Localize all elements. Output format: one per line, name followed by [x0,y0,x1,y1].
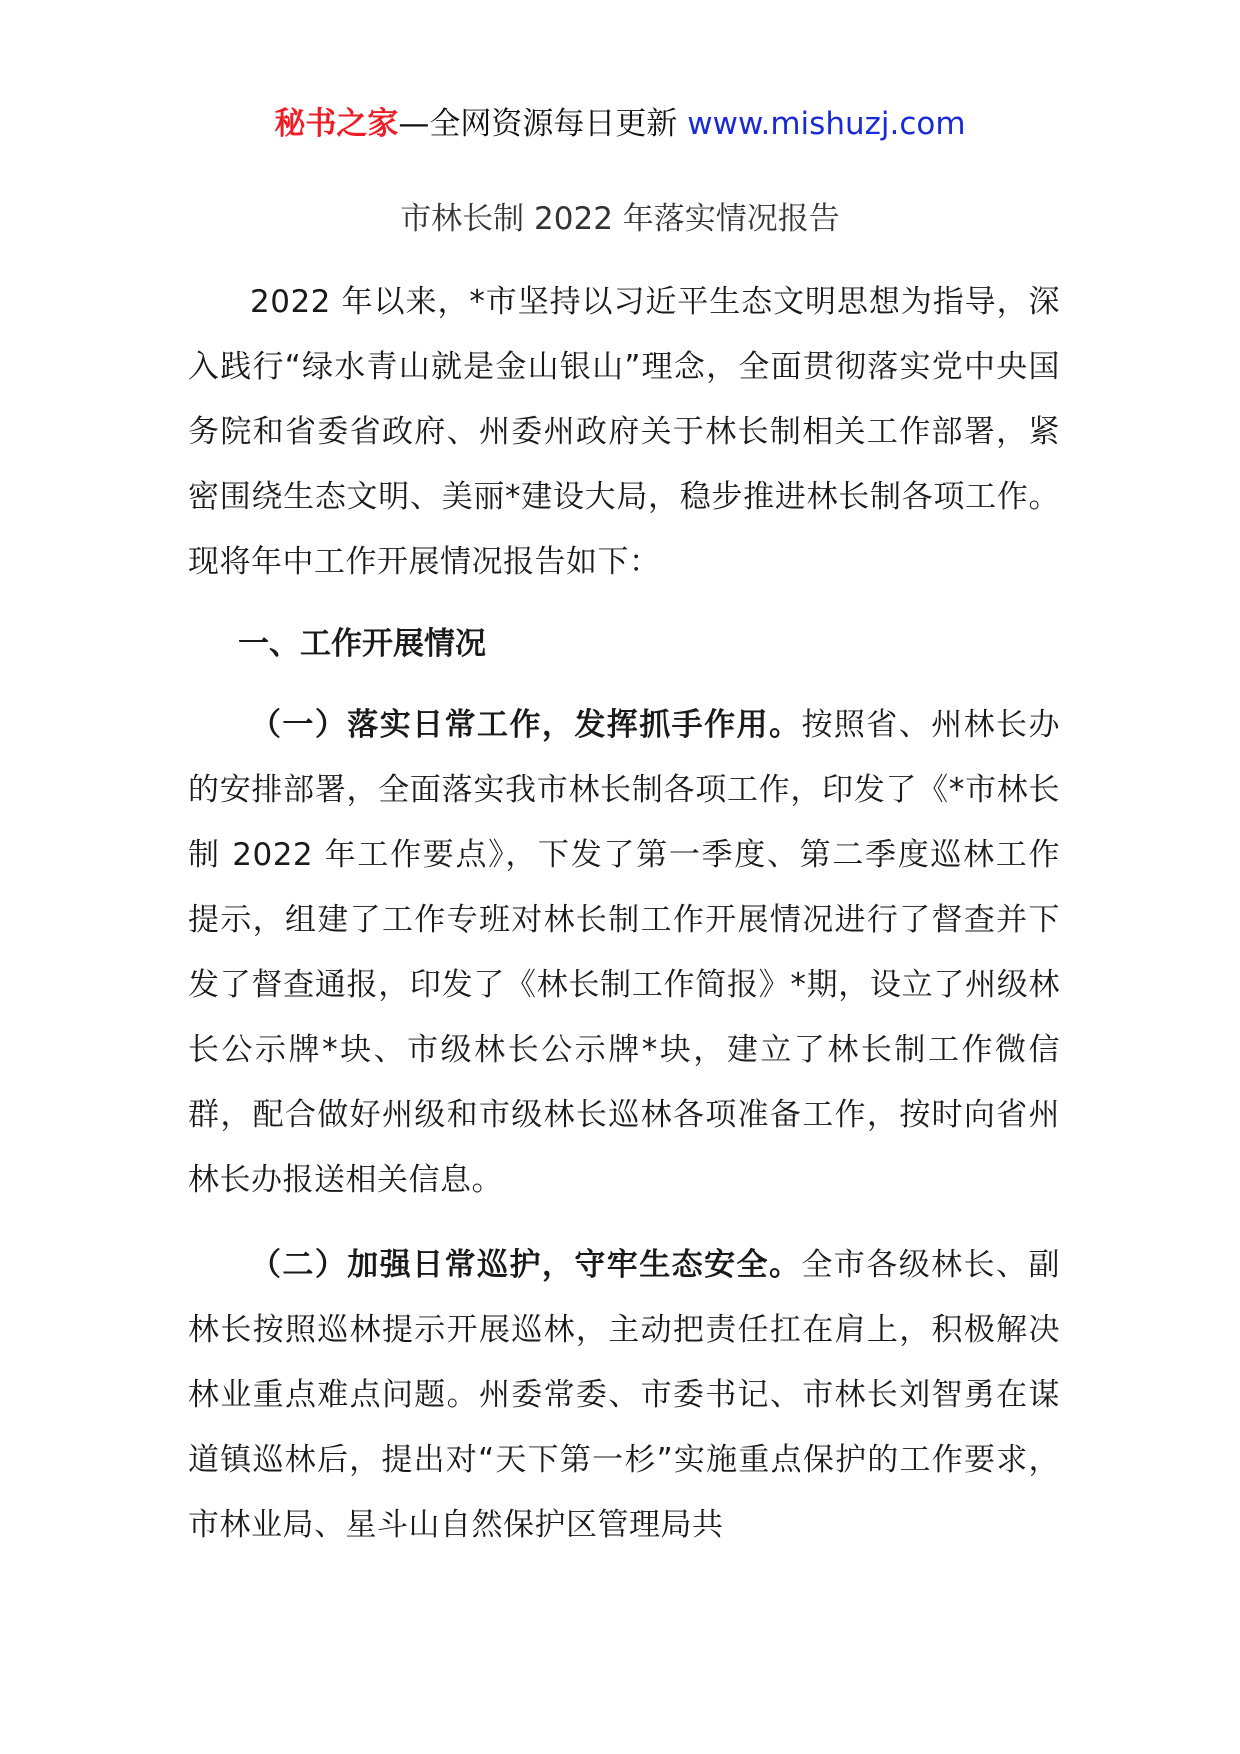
site-url-link[interactable]: www.mishuzj.com [687,106,966,142]
item2-body: 全市各级林长、副林长按照巡林提示开展巡林，主动把责任扛在肩上，积极解决林业重点难点问题。州委常委、市委书记、市林长刘智勇在谋道镇巡林后，提出对“天下第一杉”实施重点保护的工作要求，市林业局、星斗山自然保护区管理局共 [188,1247,1060,1543]
item1-heading: （一）落实日常工作，发挥抓手作用。 [250,707,802,743]
intro-paragraph: 2022 年以来，*市坚持以习近平生态文明思想为指导，深入践行“绿水青山就是金山银山”理念，全面贯彻落实党中央国务院和省委省政府、州委州政府关于林长制相关工作部署，紧密围绕生态文明、美丽*建设大局，稳步推进林长制各项工作。现将年中工作开展情况报告如下： [188,284,1060,580]
item2-heading: （二）加强日常巡护，守牢生态安全。 [250,1247,802,1283]
site-brand: 秘书之家 [274,106,399,142]
section-heading: 一、工作开展情况 [238,626,486,662]
item2-paragraph [188,1233,1060,1558]
item1-paragraph [188,693,1060,1213]
item1-body: 按照省、州林长办的安排部署，全面落实我市林长制各项工作，印发了《*市林长制 2022 年工作要点》，下发了第一季度、第二季度巡林工作提示，组建了工作专班对林长制工作开展情况进行了督查并下发了督查通报，印发了《林长制工作简报》*期，设立了州级林长公示牌*块、市级林长公示牌*块，建立了林长制工作微信群，配合做好州级和市级林长巡林各项准备工作，按时向省州林长办报送相关信息。 [188,707,1060,1198]
site-tagline: —全网资源每日更新 [398,106,688,142]
document-title: 市林长制 2022 年落实情况报告 [400,201,840,237]
site-header [0,98,1240,150]
